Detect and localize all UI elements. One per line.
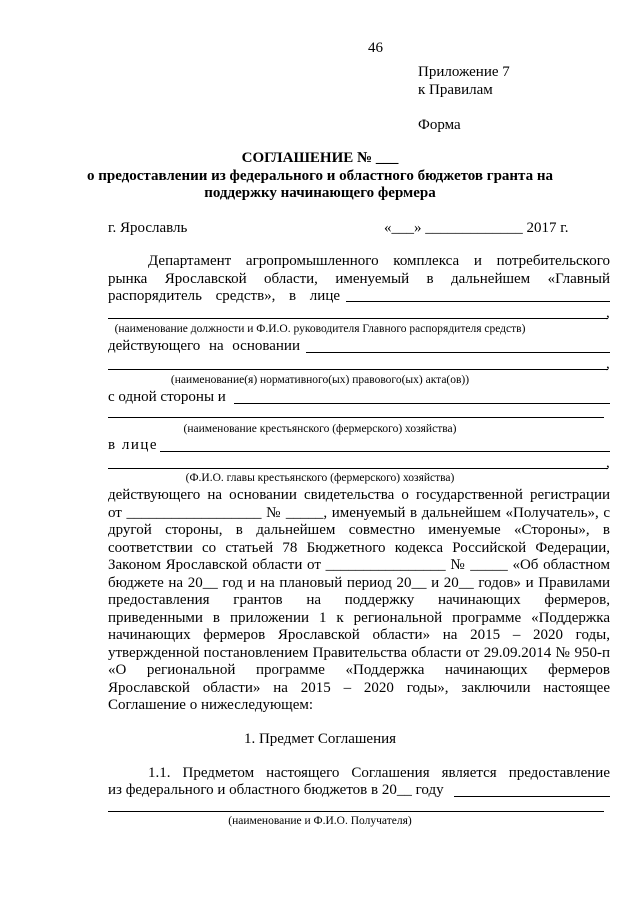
- para2-line: соответствии со статьей 78 Бюджетного кодекса Российской Федерации,: [108, 540, 610, 556]
- caption-head: (наименование должности и Ф.И.О. руководителя Главного распорядителя средств): [114, 323, 526, 335]
- year-recipient-blank: [454, 796, 610, 797]
- act-blank: [306, 352, 610, 353]
- para2-line: «О региональной программе «Поддержка начинающих фермеров: [108, 662, 610, 678]
- para2-line: бюджете на 20__ год и на плановый период 20__ и 20__ годов» и Правилами: [108, 575, 610, 591]
- document-subtitle-line1: о предоставлении из федерального и областного бюджетов гранта на: [86, 168, 553, 184]
- para2-line: Ярославской области» на 2015 – 2020 годы», заключили настоящее: [108, 680, 610, 696]
- para2-line: предоставления грантов на поддержку начинающих фермеров,: [108, 592, 610, 608]
- form-label: Форма: [418, 117, 461, 133]
- caption-farm: (наименование крестьянского (фермерского) хозяйства): [183, 423, 457, 435]
- caption-recipient: (наименование и Ф.И.О. Получателя): [228, 815, 412, 827]
- clause-1-1-line2: из федерального и областного бюджетов в 20__ году: [108, 782, 444, 798]
- para1-line2: рынка Ярославской области, именуемый в дальнейшем «Главный: [108, 271, 610, 287]
- head-name-blank-2: [108, 318, 608, 319]
- para2-line: действующего на основании свидетельства о государственной регистрации: [108, 487, 610, 503]
- para2-line: от __________________ № _____, именуемый в дальнейшем «Получатель», с: [108, 505, 610, 521]
- farm-blank-2: [108, 417, 604, 418]
- page-number: 46: [368, 40, 383, 56]
- document-title: СОГЛАШЕНИЕ № ___: [241, 150, 399, 166]
- farm-head-blank-2: [108, 468, 608, 469]
- recipient-blank: [108, 811, 604, 812]
- clause-1-1-line1: 1.1. Предметом настоящего Соглашения является предоставление: [148, 765, 610, 781]
- caption-farm-head: (Ф.И.О. главы крестьянского (фермерского) хозяйства): [185, 472, 455, 484]
- farm-blank: [234, 403, 610, 404]
- one-side-label: с одной стороны и: [108, 389, 226, 405]
- para2-line: приведенными в приложении 1 к региональной программе «Поддержка: [108, 610, 610, 626]
- para1-line3: распорядитель средств», в лице: [108, 288, 340, 304]
- agreement-date: «___» _____________ 2017 г.: [384, 220, 569, 236]
- appendix-label: Приложение 7: [418, 64, 510, 80]
- para2-line: начинающих фермеров Ярославской области» на 2015 – 2020 годы,: [108, 627, 610, 643]
- caption-act: (наименование(я) нормативного(ых) правового(ых) акта(ов)): [170, 374, 470, 386]
- head-name-blank: [346, 301, 610, 302]
- document-page: 46 Приложение 7 к Правилам Форма СОГЛАШЕНИЕ № ___ о предоставлении из федерального и областного бюджетов гранта на поддержку начинающего фермера г. Ярославль «___» _____________ 2017 г. Департамент агропромышленного комплекса и потребительского рынка Ярославской области, именуемый в дальнейшем «Главный распорядитель средств», в лице , (наименование должности и Ф.И.О. руководителя Главного распорядителя средств) действующего на основании , (наименование(я) нормативного(ых) правового(ых) акта(ов)) с одной стороны и (наименование крестьянского (фермерского) хозяйства) в лице , (Ф.И.О. главы крестьянского (фермерского) хозяйства) действующего на основании свидетельства о государственной регистрации от __________________ № _____, именуемый в дальнейшем «Получатель», с другой стороны, в дальнейшем совместно именуемые «Стороны», в соответствии со статьей 78 Бюджетного кодекса Российской Федерации, Законом Ярославской области от ________________ № _____ «Об областном бюджете на 20__ год и на плановый период 20__ и 20__ годов» и Правилами предоставления грантов на поддержку начинающих фермеров, приведенными в приложении 1 к региональной программе «Поддержка начинающих фермеров Ярославской области» на 2015 – 2020 годы, утвержденной постановлением Правительства области от 29.09.2014 № 950-п «О региональной программе «Поддержка начинающих фермеров Ярославской области» на 2015 – 2020 годы», заключили настоящее Соглашение о нижеследующем: 1. Предмет Соглашения 1.1. Предметом настоящего Соглашения является предоставление из федерального и областного бюджетов в 20__ году (наименование и Ф.И.О. Получателя): [0, 0, 640, 905]
- in-person-label: в лице: [108, 437, 159, 453]
- document-subtitle-line2: поддержку начинающего фермера: [204, 185, 436, 201]
- para2-line: утвержденной постановлением Правительства области от 29.09.2014 № 950-п: [108, 645, 610, 661]
- act-blank-2: [108, 369, 608, 370]
- section-1-title: 1. Предмет Соглашения: [243, 731, 397, 747]
- para2-line: другой стороны, в дальнейшем совместно именуемые «Стороны», в: [108, 522, 610, 538]
- para2-line: Законом Ярославской области от ________________ № _____ «Об областном: [108, 557, 610, 573]
- para2-last-line: Соглашение о нижеследующем:: [108, 697, 314, 713]
- acting-basis-label: действующего на основании: [108, 338, 300, 354]
- city: г. Ярославль: [108, 220, 188, 236]
- appendix-rules-label: к Правилам: [418, 82, 493, 98]
- para1-line1: Департамент агропромышленного комплекса и потребительского: [148, 253, 610, 269]
- farm-head-blank: [160, 451, 610, 452]
